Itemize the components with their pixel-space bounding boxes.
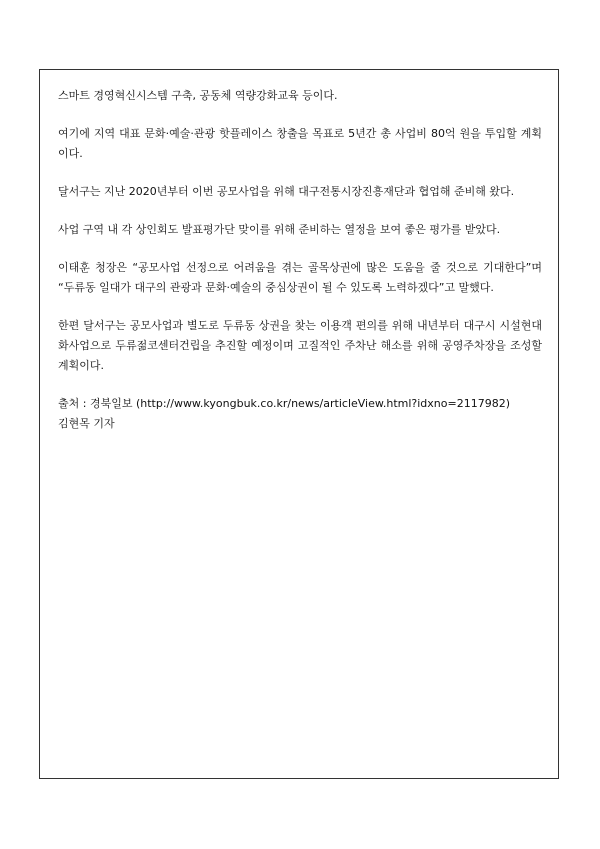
paragraph-4: 사업 구역 내 각 상인회도 발표평가단 맞이를 위해 준비하는 열정을 보여 좋은 평가를 받았다. bbox=[58, 223, 501, 236]
source-citation: 출처 : 경북일보 (http://www.kyongbuk.co.kr/news/articleView.html?idxno=2117982) bbox=[58, 397, 510, 410]
paragraph-6: 한편 달서구는 공모사업과 별도로 두류동 상권을 찾는 이용객 편의를 위해 내년부터 대구시 시설현대화사업으로 두류젊코센터건립을 추진할 예정이며 고질적인 주차난 해소를 위해 공영주차장을 조성할 계획이다. bbox=[58, 319, 542, 372]
paragraph-2: 여기에 지역 대표 문화·예술·관광 핫플레이스 창출을 목표로 5년간 총 사업비 80억 원을 투입할 계획이다. bbox=[58, 127, 542, 160]
paragraph-5: 이태훈 청장은 “공모사업 선정으로 어려움을 겪는 골목상권에 많은 도움을 줄 것으로 기대한다”며 “두류동 일대가 대구의 관광과 문화·예술의 중심상권이 될 수 있도록 노력하겠다”고 말했다. bbox=[58, 261, 542, 294]
source-block bbox=[58, 394, 542, 434]
reporter-name: 김현목 기자 bbox=[58, 417, 115, 430]
paragraph-1: 스마트 경영혁신시스템 구축, 공동체 역량강화교육 등이다. bbox=[58, 89, 338, 102]
article-body bbox=[58, 86, 542, 434]
paragraph-3: 달서구는 지난 2020년부터 이번 공모사업을 위해 대구전통시장진흥재단과 협업해 준비해 왔다. bbox=[58, 185, 515, 198]
